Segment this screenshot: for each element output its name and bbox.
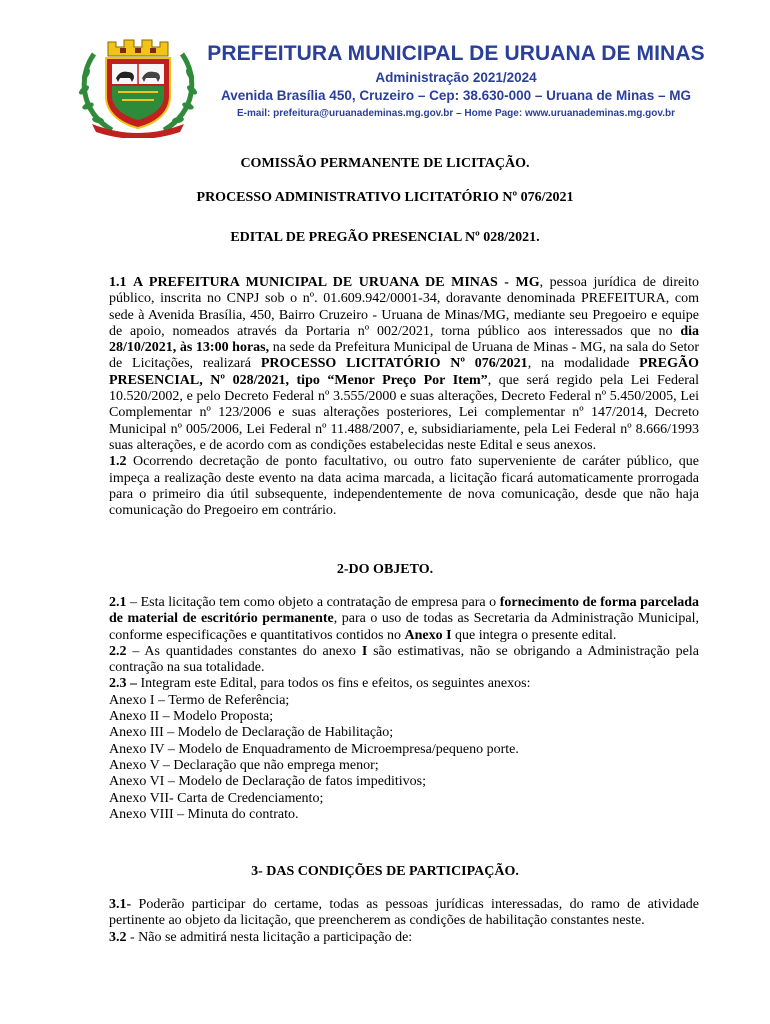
clause-number: 3.2	[109, 929, 127, 945]
annex-item: Anexo I – Termo de Referência;	[109, 692, 290, 708]
paragraph-2-1	[109, 595, 699, 644]
municipal-crest-icon	[72, 34, 204, 138]
municipality-contact: E-mail: prefeitura@uruanademinas.mg.gov.br – Home Page: www.uruanademinas.mg.gov.br	[237, 108, 675, 119]
paragraph-2-2	[109, 644, 699, 677]
bold-text: I	[361, 643, 368, 659]
paragraph-text: que integra o presente edital.	[451, 627, 617, 643]
paragraph-text: na sede da Prefeitura Municipal de Uruana de Minas - MG, na sala do Setor de Licitações, realizará	[109, 340, 700, 372]
paragraph-2-3	[109, 676, 699, 692]
paragraph-3-1	[109, 897, 699, 930]
clause-number: 1.1	[109, 275, 127, 290]
paragraph-text: , para o uso de todas as Secretaria da Administração Municipal, conforme especificações e quantitativos contidos no	[109, 611, 699, 643]
paragraph-1-2	[109, 454, 699, 519]
paragraph-text: Poderão participar do certame, todas as pessoas jurídicas interessadas, do ramo de atividade pertinente ao objeto da licitação, que preencherem as condições de habilitação constantes neste.	[109, 897, 699, 929]
bold-text: PROCESSO LICITATÓRIO Nº 076/2021	[260, 356, 528, 372]
paragraph-text: , pessoa jurídica de direito público, inscrita no CNPJ sob o nº. 01.609.942/0001-34, doravante denominada PREFEITURA, com sede à Avenida Brasília, 450, Bairro Cruzeiro - Uruana de Minas/MG, mediante seu Pregoeiro e equipe de apoio, nomeados através da Portaria nº 002/2021, torna público aos interessados que no	[109, 275, 700, 339]
clause-number: 3.1-	[109, 897, 132, 912]
clause-number: 2.3 –	[109, 676, 137, 692]
commission-title: COMISSÃO PERMANENTE DE LICITAÇÃO.	[240, 156, 530, 171]
bold-text: fornecimento de forma parcelada de material de escritório permanente	[109, 595, 699, 627]
paragraph-text: - Não se admitirá nesta licitação a participação de:	[126, 929, 413, 945]
paragraph-text: Ocorrendo decretação de ponto facultativo, ou outro fato superveniente de caráter público, que impeça a realização deste evento na data acima marcada, a licitação ficará automaticamente prorrogada para o primeiro dia útil subsequente, independentemente de nova comunicação, desde que não haja comunicação do Pregoeiro em contrário.	[109, 454, 699, 519]
clause-number: 1.2	[109, 454, 127, 470]
section-2-heading: 2-DO OBJETO.	[336, 562, 434, 577]
section-2-text	[109, 595, 699, 823]
paragraph-text: – Esta licitação tem como objeto a contratação de empresa para o	[126, 595, 500, 610]
clause-number: 2.2	[109, 643, 127, 659]
annex-item: Anexo VII- Carta de Credenciamento;	[109, 790, 324, 806]
edital-title: EDITAL DE PREGÃO PRESENCIAL Nº 028/2021.	[230, 230, 540, 245]
paragraph-text: são estimativas, não se obrigando a Administração pela contração na sua totalidade.	[109, 643, 699, 676]
annex-item: Anexo III – Modelo de Declaração de Habilitação;	[109, 725, 394, 741]
annex-item: Anexo VI – Modelo de Declaração de fatos impeditivos;	[109, 774, 426, 790]
section-1-text	[109, 275, 699, 519]
section-3-heading: 3- DAS CONDIÇÕES DE PARTICIPAÇÃO.	[251, 864, 519, 879]
paragraph-text: – As quantidades constantes do anexo	[126, 643, 362, 659]
paragraph-text: , que será regido pela Lei Federal 10.520/2002, e pelo Decreto Federal nº 3.555/2000 e suas alterações, Decreto Federal nº 5.450/2005, Lei Complementar nº 123/2006 e suas alterações posteriores, Lei complementar nº 147/2014, Decreto Municipal nº 005/2006, Lei Federal nº 11.488/2007, e, subsidiariamente, pela Lei Federal nº 8.666/1993 suas alterações, e de acordo com as condições estabelecidas neste Edital e seus anexos.	[109, 372, 699, 453]
annex-item: Anexo II – Modelo Proposta;	[109, 709, 274, 725]
bold-text: dia 28/10/2021, às 13:00 horas,	[109, 323, 699, 356]
paragraph-text: , na modalidade	[527, 356, 640, 372]
paragraph-3-2	[109, 930, 699, 946]
administration-period: Administração 2021/2024	[375, 70, 537, 85]
annex-item: Anexo V – Declaração que não emprega menor;	[109, 757, 379, 773]
annex-item: Anexo VIII – Minuta do contrato.	[109, 806, 299, 822]
annex-item: Anexo IV – Modelo de Enquadramento de Microempresa/pequeno porte.	[109, 741, 519, 757]
bold-text: Anexo I	[404, 627, 452, 643]
section-3-text	[109, 897, 699, 946]
paragraph-1-1	[109, 275, 699, 454]
municipality-title: PREFEITURA MUNICIPAL DE URUANA DE MINAS	[207, 42, 705, 65]
municipality-address: Avenida Brasília 450, Cruzeiro – Cep: 38.630-000 – Uruana de Minas – MG	[221, 88, 691, 103]
bold-text: PREGÃO PRESENCIAL, Nº 028/2021, tipo “Menor Preço Por Item”	[109, 356, 699, 388]
paragraph-text: Integram este Edital, para todos os fins e efeitos, os seguintes anexos:	[137, 676, 531, 692]
process-title: PROCESSO ADMINISTRATIVO LICITATÓRIO Nº 076/2021	[196, 190, 574, 205]
bold-text: A PREFEITURA MUNICIPAL DE URUANA DE MINAS - MG	[133, 275, 540, 290]
clause-number: 2.1	[109, 595, 127, 610]
